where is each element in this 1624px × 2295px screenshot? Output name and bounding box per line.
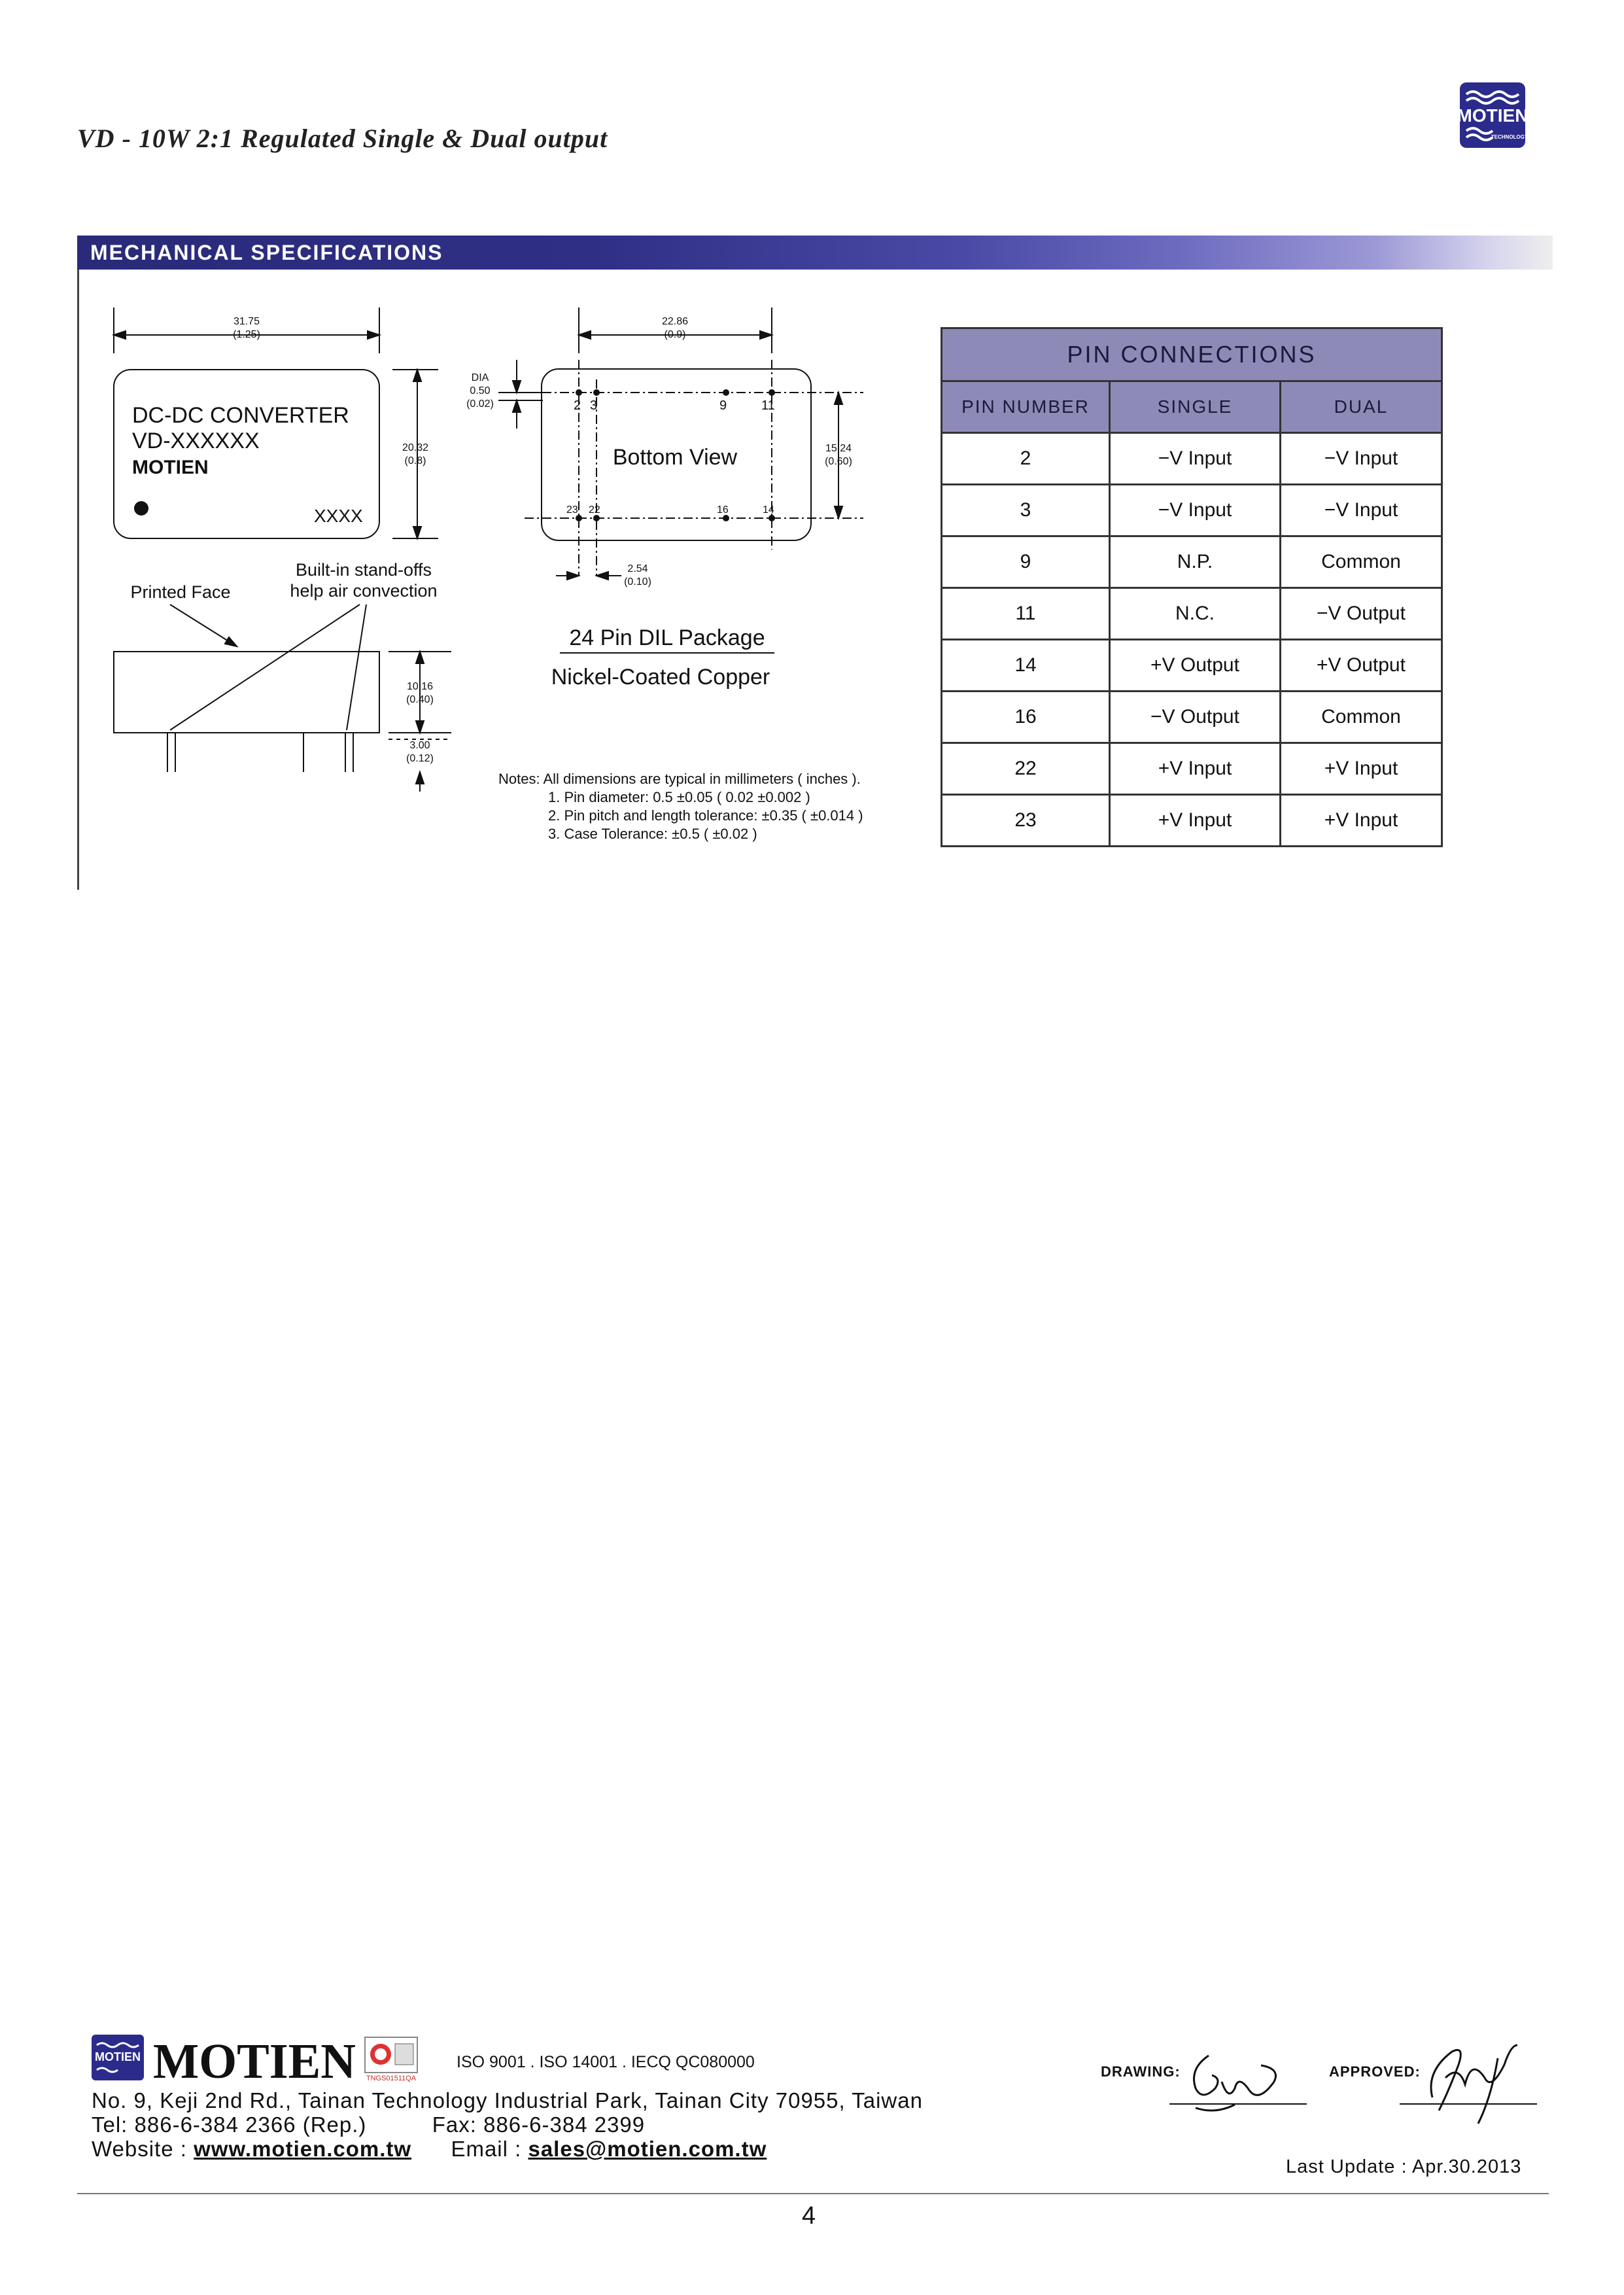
side-height-in: (0.40)	[406, 694, 434, 705]
bottom-width-mm: 22.86	[661, 316, 689, 327]
top-height-in: (0.8)	[404, 455, 426, 466]
table-row	[942, 640, 1442, 692]
dual-cell: −V Input	[1281, 433, 1442, 485]
page-number: 4	[802, 2202, 816, 2230]
pin-label-14: 14	[763, 504, 774, 516]
pin-label-9: 9	[719, 398, 727, 413]
bottom-view-title: Bottom View	[612, 445, 738, 470]
pin-table-caption: PIN CONNECTIONS	[942, 328, 1442, 381]
table-row	[942, 795, 1442, 847]
pin-number-cell: 23	[942, 795, 1110, 847]
single-cell: −V Input	[1110, 433, 1281, 485]
pin-label-2: 2	[574, 398, 581, 413]
note-1: 1. Pin diameter: 0.5 ±0.05 ( 0.02 ±0.002 )	[548, 789, 810, 805]
printed-face-label: Printed Face	[130, 582, 231, 602]
top-height-mm: 20.32	[402, 442, 429, 453]
dual-cell: Common	[1281, 536, 1442, 588]
single-cell: +V Output	[1110, 640, 1281, 692]
standoffs-line1: Built-in stand-offs	[295, 560, 432, 580]
top-label-brand: MOTIEN	[132, 457, 209, 478]
web-line	[92, 2137, 923, 2161]
pin-connections-table	[941, 327, 1443, 847]
motien-logo	[1453, 80, 1532, 152]
last-update: Last Update : Apr.30.2013	[1286, 2156, 1522, 2177]
pitch-in: (0.10)	[624, 576, 651, 587]
pin-number-cell: 11	[942, 588, 1110, 640]
footer-logo	[92, 2032, 445, 2084]
header-single: SINGLE	[1110, 381, 1281, 433]
dual-cell: Common	[1281, 692, 1442, 743]
logo-text: MOTIEN	[1457, 105, 1529, 126]
single-cell: −V Input	[1110, 485, 1281, 536]
dual-cell: −V Output	[1281, 588, 1442, 640]
pin-label-11: 11	[761, 398, 775, 413]
package-material: Nickel-Coated Copper	[551, 665, 770, 690]
pitch-mm: 2.54	[627, 563, 648, 574]
top-code: XXXX	[314, 506, 363, 526]
single-cell: +V Input	[1110, 795, 1281, 847]
address-line: No. 9, Keji 2nd Rd., Tainan Technology Industrial Park, Tainan City 70955, Taiwan	[92, 2088, 923, 2112]
iso-certifications: ISO 9001 . ISO 14001 . IECQ QC080000	[457, 2053, 755, 2071]
single-cell: N.C.	[1110, 588, 1281, 640]
pin-label-22: 22	[589, 504, 600, 516]
pin-number-cell: 22	[942, 743, 1110, 795]
contact-block	[92, 2088, 923, 2161]
tel: Tel: 886-6-384 2366 (Rep.)	[92, 2112, 367, 2137]
single-cell: +V Input	[1110, 743, 1281, 795]
dual-cell: −V Input	[1281, 485, 1442, 536]
drawing-label: DRAWING:	[1101, 2063, 1181, 2080]
table-row	[942, 536, 1442, 588]
dia-mm: 0.50	[470, 385, 491, 396]
dual-cell: +V Input	[1281, 743, 1442, 795]
section-header-bar	[77, 236, 1553, 270]
dia-in: (0.02)	[466, 398, 494, 410]
phone-line	[92, 2112, 923, 2137]
header-pin-number: PIN NUMBER	[942, 381, 1110, 433]
package-title: 24 Pin DIL Package	[569, 625, 765, 650]
document-title: VD - 10W 2:1 Regulated Single & Dual output	[77, 124, 608, 153]
table-row	[942, 588, 1442, 640]
approved-label: APPROVED:	[1329, 2063, 1421, 2080]
note-3: 3. Case Tolerance: ±0.5 ( ±0.02 )	[548, 826, 757, 842]
single-cell: −V Output	[1110, 692, 1281, 743]
top-label-line1: DC-DC CONVERTER	[132, 403, 349, 428]
side-height-mm: 10.16	[406, 681, 434, 692]
website-label: Website :	[92, 2137, 187, 2161]
standoffs-line2: help air convection	[290, 581, 438, 601]
pin-length-mm: 3.00	[409, 740, 430, 751]
pin-label-23: 23	[566, 504, 578, 516]
bottom-width-in: (0.9)	[664, 329, 686, 340]
dual-cell: +V Input	[1281, 795, 1442, 847]
pin-number-cell: 3	[942, 485, 1110, 536]
logo-subtext: TECHNOLOGY	[1491, 134, 1529, 140]
single-cell: N.P.	[1110, 536, 1281, 588]
table-row	[942, 433, 1442, 485]
website-link[interactable]: www.motien.com.tw	[194, 2137, 412, 2161]
table-row	[942, 692, 1442, 743]
pin-label-16: 16	[717, 504, 729, 516]
email-label: Email :	[451, 2137, 522, 2161]
dia-label: DIA	[471, 372, 489, 383]
footer-brand: MOTIEN	[153, 2034, 356, 2084]
top-width-in: (1.25)	[233, 329, 260, 340]
header-dual: DUAL	[1281, 381, 1442, 433]
bottom-height-in: (0.60)	[825, 456, 852, 467]
approved-signature	[1400, 2039, 1544, 2130]
dual-cell: +V Output	[1281, 640, 1442, 692]
drawing-signature	[1169, 2042, 1313, 2121]
pin-number-cell: 9	[942, 536, 1110, 588]
pin-number-cell: 14	[942, 640, 1110, 692]
pin-length-in: (0.12)	[406, 753, 434, 764]
email-link[interactable]: sales@motien.com.tw	[528, 2137, 767, 2161]
fax: Fax: 886-6-384 2399	[432, 2112, 646, 2137]
table-row	[942, 743, 1442, 795]
top-width-mm: 31.75	[233, 316, 260, 327]
section-left-rule	[77, 270, 79, 890]
pin-number-cell: 16	[942, 692, 1110, 743]
footer-divider	[77, 2193, 1549, 2194]
table-row	[942, 485, 1442, 536]
top-label-line2: VD-XXXXXX	[132, 429, 260, 453]
note-2: 2. Pin pitch and length tolerance: ±0.35 ( ±0.014 )	[548, 807, 863, 824]
pin-number-cell: 2	[942, 433, 1110, 485]
pin1-dot	[134, 501, 148, 516]
bottom-height-mm: 15.24	[825, 443, 852, 454]
pin-label-3: 3	[590, 398, 598, 413]
note-header: Notes: All dimensions are typical in millimeters ( inches ).	[498, 771, 861, 787]
mechanical-drawing	[98, 288, 935, 877]
svg-text:MOTIEN: MOTIEN	[95, 2050, 141, 2063]
section-title: MECHANICAL SPECIFICATIONS	[90, 241, 443, 264]
cert-code: TNGS01511QA	[366, 2075, 417, 2082]
